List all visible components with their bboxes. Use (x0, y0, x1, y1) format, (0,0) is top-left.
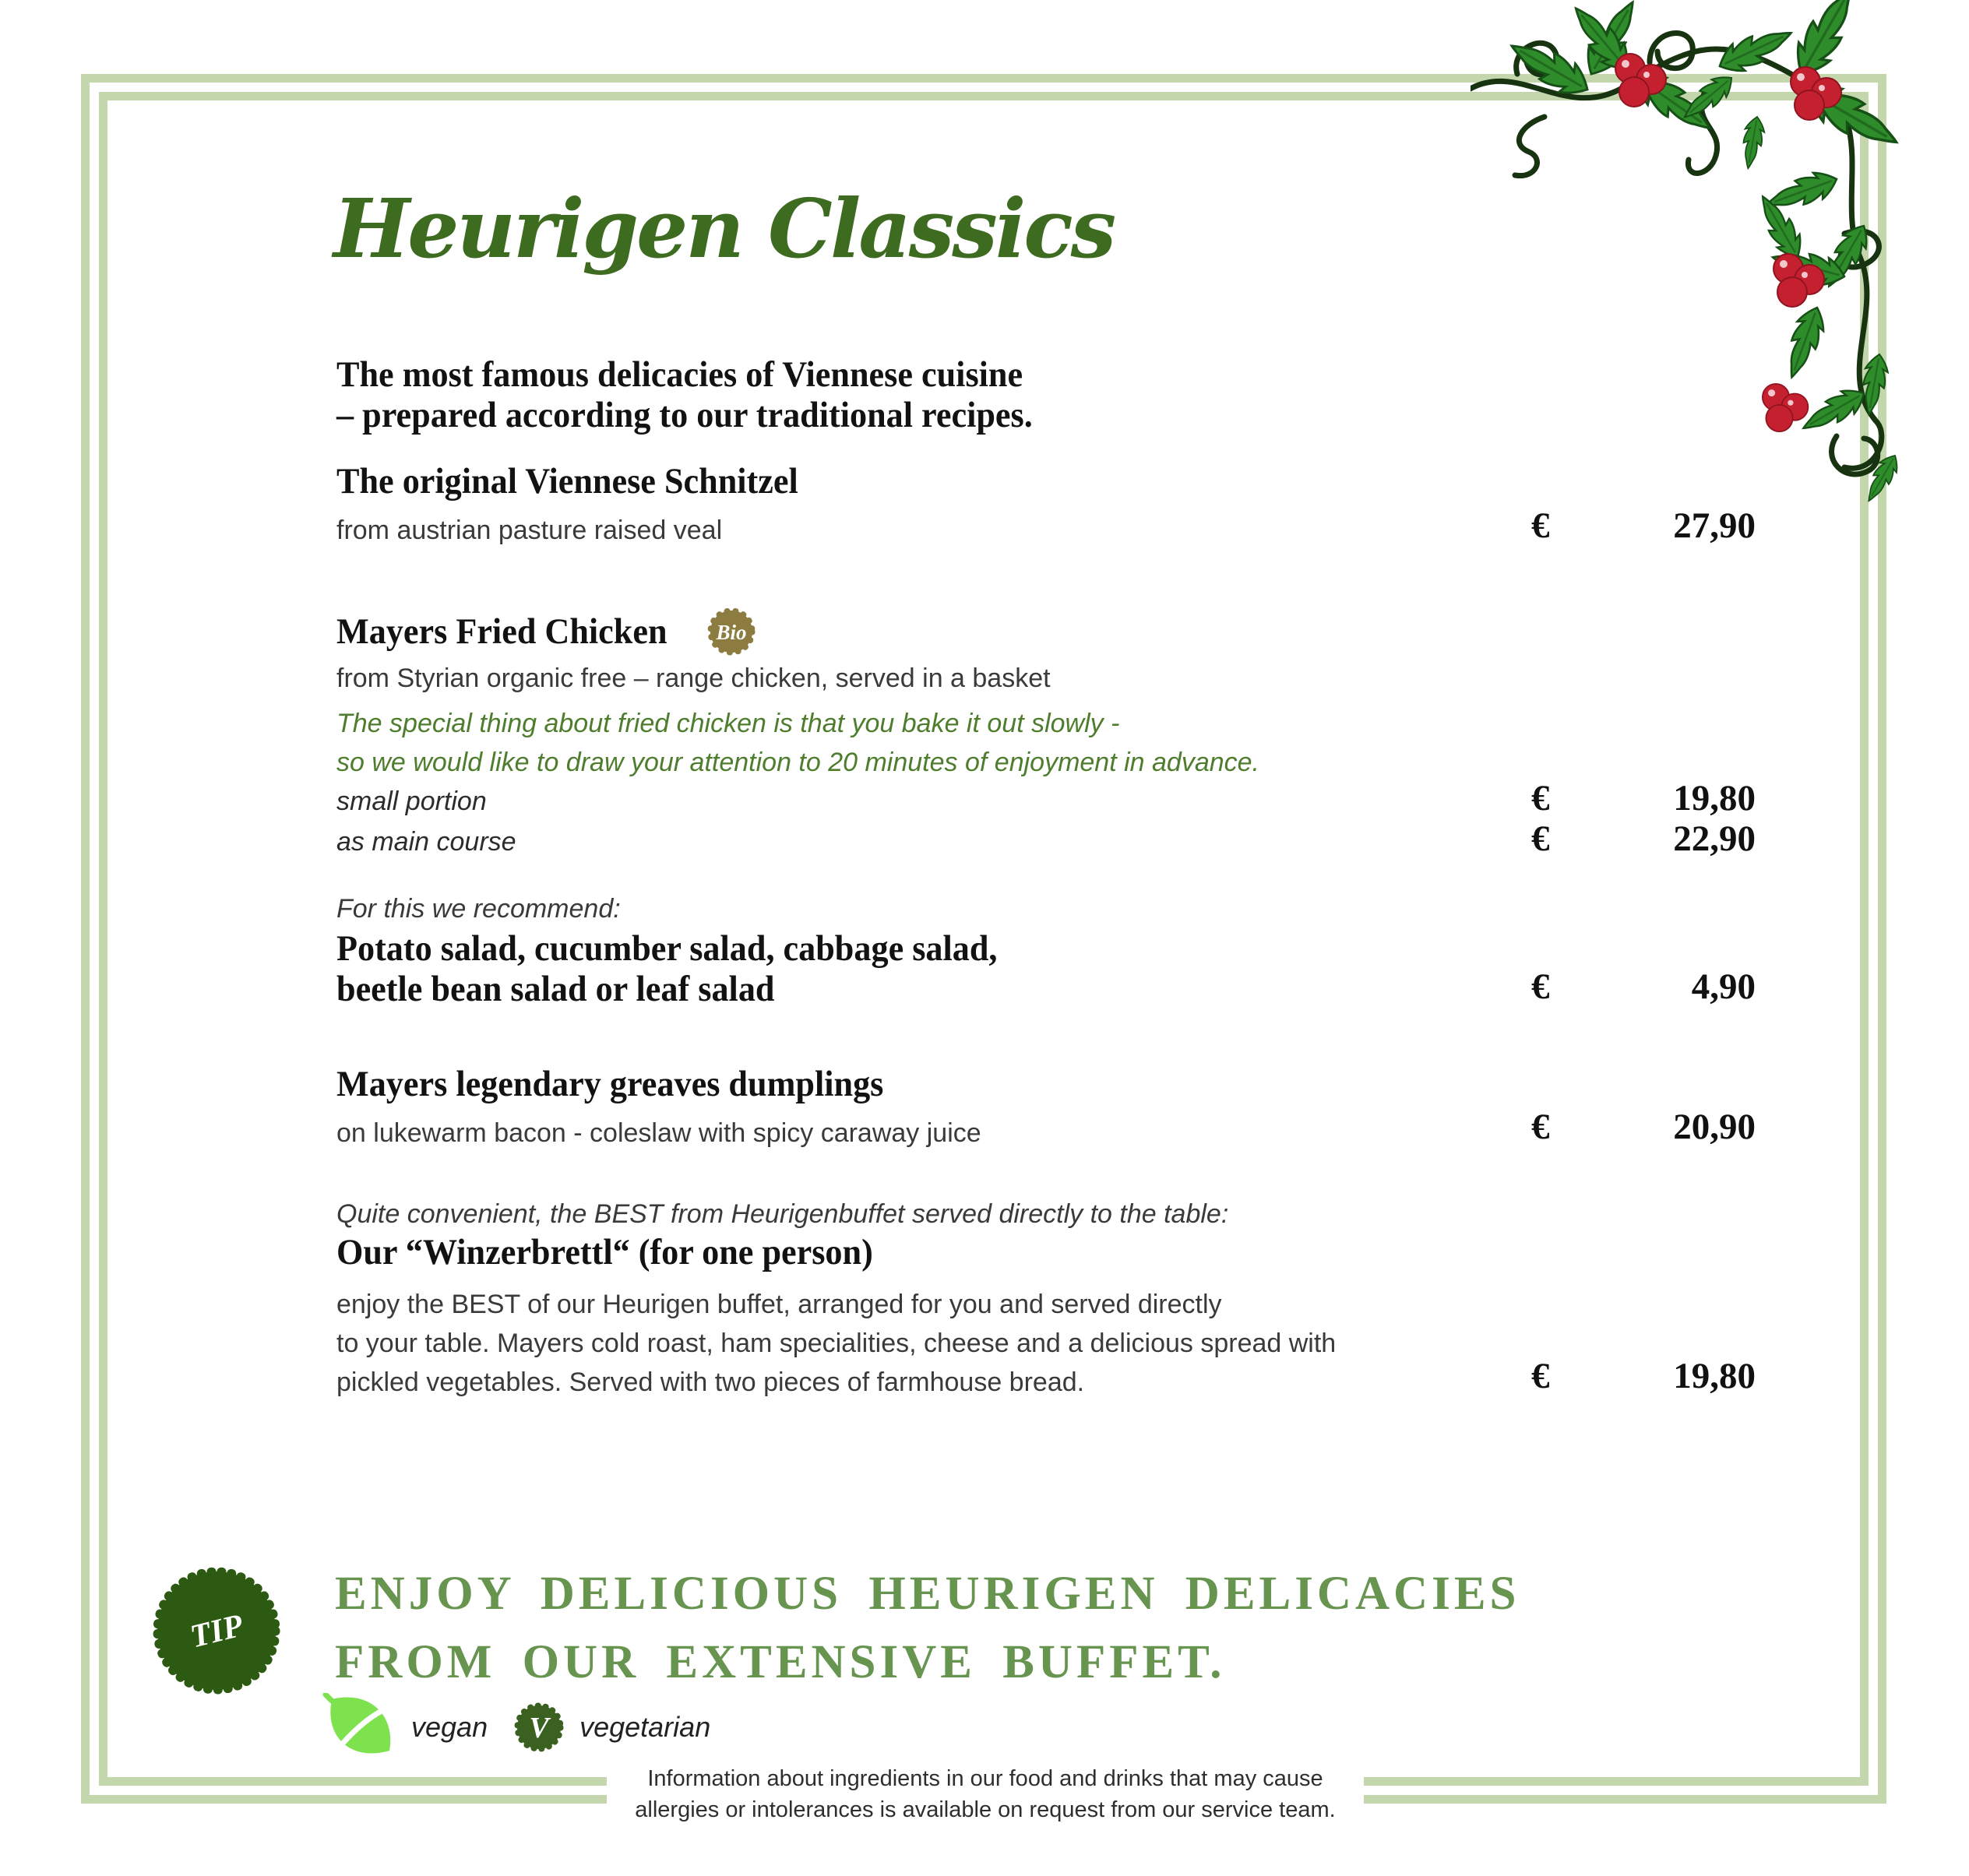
tip-line-1: ENJOY DELICIOUS HEURIGEN DELICACIES (335, 1568, 1520, 1620)
vegetarian-letter: V (529, 1712, 549, 1744)
item-dumplings-desc: on lukewarm bacon - coleslaw with spicy caraway juice (336, 1118, 981, 1148)
vegetarian-label: vegetarian (579, 1711, 711, 1743)
allergen-info-line-1: Information about ingredients in our food and drinks that may cause (647, 1766, 1323, 1791)
item-schnitzel-desc: from austrian pasture raised veal (336, 516, 723, 545)
chicken-option-small: small portion (336, 787, 487, 816)
currency-symbol: € (1531, 1107, 1550, 1147)
currency-symbol: € (1531, 1356, 1550, 1396)
currency-symbol: € (1531, 818, 1550, 859)
bio-badge-label: Bio (716, 621, 747, 644)
price-amount: 22,90 (1673, 818, 1756, 859)
item-winzerbrettl-name: Our “Winzerbrettl“ (for one person) (336, 1232, 873, 1272)
chicken-option-main: as main course (336, 827, 516, 857)
winzerbrettl-desc-1: enjoy the BEST of our Heurigen buffet, arranged for you and served directly (336, 1290, 1222, 1319)
currency-symbol: € (1531, 505, 1550, 546)
price-amount: 19,80 (1673, 1356, 1756, 1396)
salads-intro: For this we recommend: (336, 894, 621, 924)
tip-stamp-label: TIP (186, 1607, 247, 1656)
page-title: Heurigen Classics (333, 181, 1115, 276)
item-chicken-name: Mayers Fried Chicken (336, 611, 667, 652)
intro-line-2: – prepared according to our traditional recipes. (336, 395, 1033, 435)
price-amount: 27,90 (1673, 505, 1756, 546)
holly-corner-decoration (1471, 0, 1969, 514)
currency-symbol: € (1531, 778, 1550, 818)
winzerbrettl-desc-2: to your table. Mayers cold roast, ham specialities, cheese and a delicious spread with (336, 1329, 1337, 1358)
intro-line-1: The most famous delicacies of Viennese cuisine (336, 354, 1023, 395)
allergen-info-line-2: allergies or intolerances is available on request from our service team. (635, 1797, 1336, 1822)
price-amount: 19,80 (1673, 778, 1756, 818)
allergen-info (607, 1757, 1364, 1836)
item-schnitzel-name: The original Viennese Schnitzel (336, 461, 798, 502)
salads-name-2: beetle bean salad or leaf salad (336, 969, 775, 1009)
item-dumplings-name: Mayers legendary greaves dumplings (336, 1064, 884, 1104)
tip-line-2: FROM OUR EXTENSIVE BUFFET. (335, 1636, 1226, 1688)
currency-symbol: € (1531, 966, 1550, 1007)
vegan-label: vegan (411, 1711, 488, 1743)
item-chicken-desc: from Styrian organic free – range chicken, served in a basket (336, 663, 1051, 693)
price-amount: 4,90 (1691, 966, 1756, 1007)
chicken-note-1: The special thing about fried chicken is that you bake it out slowly - (336, 709, 1120, 738)
chicken-note-2: so we would like to draw your attention to 20 minutes of enjoyment in advance. (336, 748, 1260, 777)
price-amount: 20,90 (1673, 1107, 1756, 1147)
salads-name-1: Potato salad, cucumber salad, cabbage salad, (336, 928, 998, 969)
winzerbrettl-desc-3: pickled vegetables. Served with two pieces of farmhouse bread. (336, 1367, 1085, 1397)
winzerbrettl-intro: Quite convenient, the BEST from Heurigenbuffet served directly to the table: (336, 1199, 1229, 1229)
